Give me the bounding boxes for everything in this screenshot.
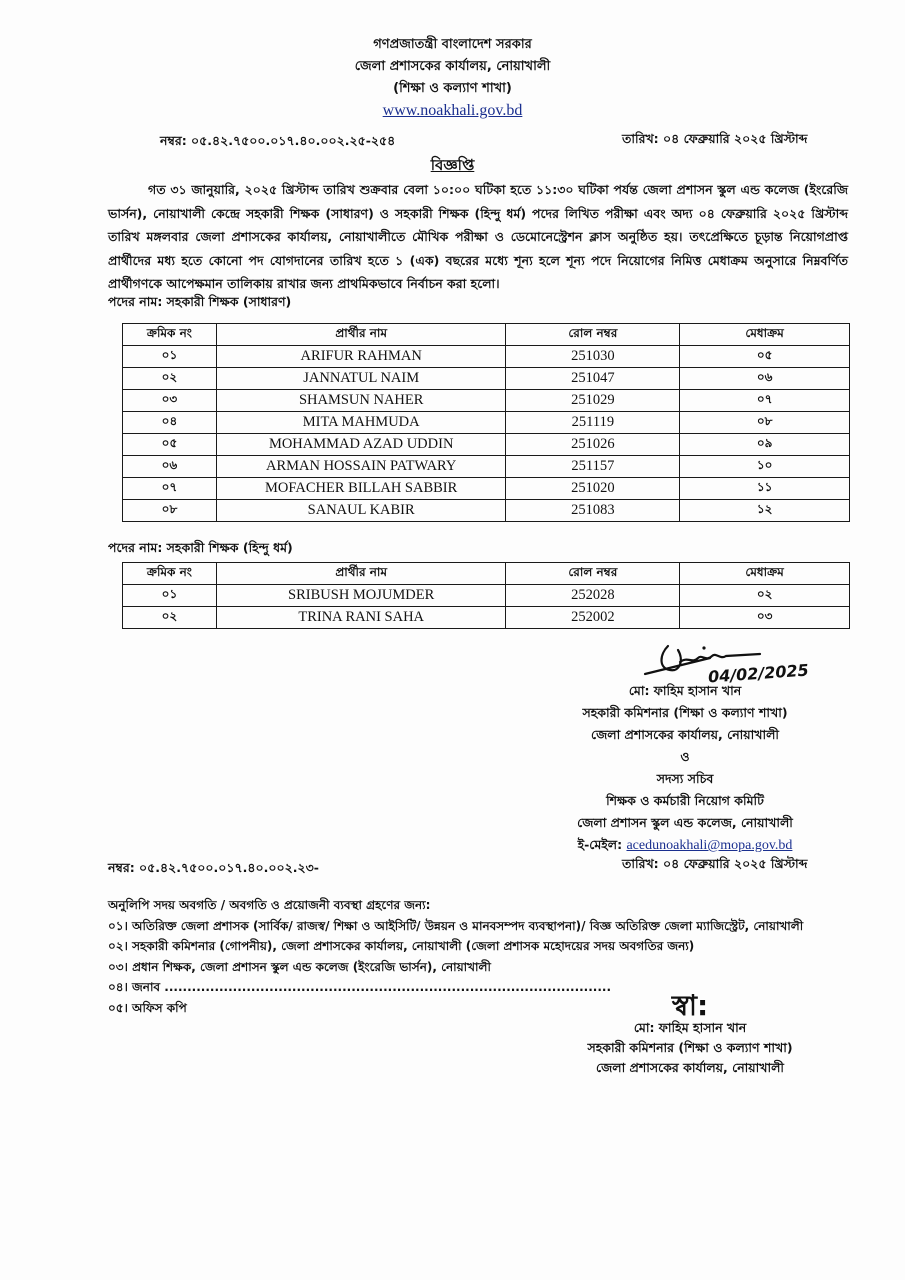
table-row: ০৮ SANAUL KABIR 251083 ১২ <box>123 500 850 522</box>
memo-date-2: তারিখ: ০৪ ফেব্রুয়ারি ২০২৫ খ্রিস্টাব্দ <box>622 856 808 871</box>
col-serial: ক্রমিক নং <box>123 324 217 346</box>
table-row: ০২ TRINA RANI SAHA 252002 ০৩ <box>123 607 850 629</box>
table-row: ০৪ MITA MAHMUDA 251119 ০৮ <box>123 412 850 434</box>
signatory-name: মো: ফাহিম হাসান খান <box>633 1020 747 1035</box>
waiting-list-term: আপেক্ষমান <box>166 276 223 291</box>
table-row: ০৭ MOFACHER BILLAH SABBIR 251020 ১১ <box>123 478 850 500</box>
col-name: প্রার্থীর নাম <box>216 563 506 585</box>
copy-heading: অনুলিপি সদয় অবগতি / অবগতি ও প্রয়োজনী ব্যবস্থা গ্রহণের জন্য: <box>108 898 431 912</box>
copy-item: ০৪। জনাব .................................................................................................. <box>108 980 612 994</box>
notice-title: বিজ্ঞপ্তি <box>430 156 475 174</box>
col-serial: ক্রমিক নং <box>123 563 217 585</box>
short-signature: স্বা: <box>671 989 709 1022</box>
signatory-office: জেলা প্রশাসকের কার্যালয়, নোয়াখালী <box>596 1060 784 1075</box>
office-name: জেলা প্রশাসকের কার্যালয়, নোয়াখালী <box>354 59 551 74</box>
website-link[interactable]: www.noakhali.gov.bd <box>382 102 523 119</box>
signatory-designation: সহকারী কমিশনার (শিক্ষা ও কল্যাণ শাখা) <box>587 1040 793 1055</box>
col-name: প্রার্থীর নাম <box>216 324 506 346</box>
signatory-office: জেলা প্রশাসকের কার্যালয়, নোয়াখালী <box>591 727 779 742</box>
committee-name: শিক্ষক ও কর্মচারী নিয়োগ কমিটি <box>606 793 764 808</box>
table-header-row <box>123 324 850 346</box>
post-label-general: পদের নাম: সহকারী শিক্ষক (সাধারণ) <box>108 294 292 309</box>
candidate-table-general <box>122 323 850 522</box>
signatory-role: সদস্য সচিব <box>656 771 714 786</box>
table-row: ০৩ SHAMSUN NAHER 251029 ০৭ <box>123 390 850 412</box>
table-row: ০৫ MOHAMMAD AZAD UDDIN 251026 ০৯ <box>123 434 850 456</box>
table-header-row <box>123 563 850 585</box>
signature-block: মো: ফাহিম হাসান খান সহকারী কমিশনার (শিক্ষা ও কল্যাণ শাখা) জেলা প্রশাসকের কার্যালয়, নোয়াখালী ও সদস্য সচিব শিক্ষক ও কর্মচারী নিয়োগ কমিটি জেলা প্রশাসন স্কুল এন্ড কলেজ, নোয়াখালী ই-মেইল: acedunoakhali@mopa.gov.bd <box>520 680 850 857</box>
table-row: ০১ ARIFUR RAHMAN 251030 ০৫ <box>123 346 850 368</box>
institution-name: জেলা প্রশাসন স্কুল এন্ড কলেজ, নোয়াখালী <box>577 815 793 830</box>
col-roll: রোল নম্বর <box>506 324 680 346</box>
table-row: ০৬ ARMAN HOSSAIN PATWARY 251157 ১০ <box>123 456 850 478</box>
memo-number: নম্বর: ০৫.৪২.৭৫০০.০১৭.৪০.০০২.২৫-২৫৪ <box>160 133 396 148</box>
post-label-hindu-religion: পদের নাম: সহকারী শিক্ষক (হিন্দু ধর্ম) <box>108 540 293 555</box>
email-line: ই-মেইল: acedunoakhali@mopa.gov.bd <box>577 837 793 853</box>
memo-date: তারিখ: ০৪ ফেব্রুয়ারি ২০২৫ খ্রিস্টাব্দ <box>622 131 808 146</box>
table-row: ০১ SRIBUSH MOJUMDER 252028 ০২ <box>123 585 850 607</box>
copy-item: ০১। অতিরিক্ত জেলা প্রশাসক (সার্বিক/ রাজস্ব/ শিক্ষা ও আইসিটি/ উন্নয়ন ও মানবসম্পদ ব্যবস্থাপনা)/ বিজ্ঞ অতিরিক্ত জেলা ম্যাজিস্ট্রেট, নোয়াখালী <box>108 918 804 933</box>
signatory-designation: সহকারী কমিশনার (শিক্ষা ও কল্যাণ শাখা) <box>582 705 788 720</box>
signatory-name: মো: ফাহিম হাসান খান <box>628 683 742 698</box>
letterhead <box>0 34 905 120</box>
copy-item: ০২। সহকারী কমিশনার (গোপনীয়), জেলা প্রশাসকের কার্যালয়, নোয়াখালী (জেলা প্রশাসক মহোদয়ের সদয় অবগতির জন্য) <box>108 939 695 953</box>
col-merit: মেধাক্রম <box>680 563 850 585</box>
notice-body: গত ৩১ জানুয়ারি, ২০২৫ খ্রিস্টাব্দ তারিখ শুক্রবার বেলা ১০:০০ ঘটিকা হতে ১১:৩০ ঘটিকা পর্যন্ত জেলা প্রশাসন স্কুল এন্ড কলেজ (ইংরেজি ভার্সন), নোয়াখালী কেন্দ্রে সহকারী শিক্ষক (সাধারণ) ও সহকারী শিক্ষক (হিন্দু ধর্ম) পদের লিখিত পরীক্ষা এবং অদ্য ০৪ ফেব্রুয়ারি ২০২৫ খ্রিস্টাব্দ তারিখ মঙ্গলবার জেলা প্রশাসকের কার্যালয়, নোয়াখালীতে মৌখিক পরীক্ষা ও ডেমোনেস্ট্রেশন ক্লাস অনুষ্ঠিত হয়। তৎপ্রেক্ষিতে চূড়ান্ত নিয়োগপ্রাপ্ত প্রার্থীদের মধ্য হতে কোনো পদ যোগদানের তারিখ হতে ১ (এক) বছরের মধ্যে শূন্য হলে শূন্য পদে নিয়োগের নিমিত্ত মেধাক্রম অনুসারে নিম্নবর্ণিত প্রার্থীগণকে আপেক্ষমান তালিকায় রাখার জন্য প্রাথমিকভাবে নির্বাচন করা হলো। <box>108 182 848 291</box>
branch-name: (শিক্ষা ও কল্যাণ শাখা) <box>393 81 512 96</box>
col-merit: মেধাক্রম <box>680 324 850 346</box>
signature-block-2 <box>540 1018 840 1078</box>
memo-number-2: নম্বর: ০৫.৪২.৭৫০০.০১৭.৪০.০০২.২৩- <box>108 860 319 875</box>
handwritten-date: 04/02/2025 <box>707 660 810 687</box>
email-link[interactable]: acedunoakhali@mopa.gov.bd <box>626 838 793 853</box>
copy-item: ০৩। প্রধান শিক্ষক, জেলা প্রশাসন স্কুল এন্ড কলেজ (ইংরেজি ভার্সন), নোয়াখালী <box>108 959 491 974</box>
govt-name: গণপ্রজাতন্ত্রী বাংলাদেশ সরকার <box>373 37 532 52</box>
copy-item: ০৫। অফিস কপি <box>108 1000 187 1015</box>
col-roll: রোল নম্বর <box>506 563 680 585</box>
candidate-table-hindu-religion <box>122 562 850 629</box>
table-row: ০২ JANNATUL NAIM 251047 ০৬ <box>123 368 850 390</box>
